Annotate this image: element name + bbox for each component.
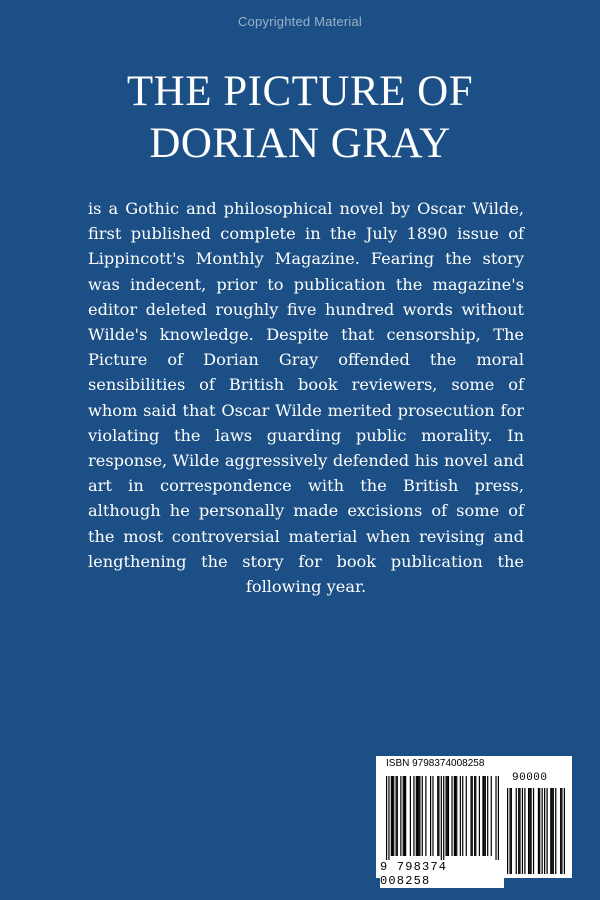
barcode-bar — [403, 776, 404, 856]
addon-bar — [533, 788, 534, 874]
barcode-bar — [438, 776, 439, 856]
addon-bar — [551, 788, 552, 874]
addon-bar — [560, 788, 561, 874]
addon-bar — [546, 788, 547, 874]
barcode-bar — [393, 776, 394, 856]
barcode-bar — [410, 776, 411, 856]
addon-bar — [519, 788, 520, 874]
barcode-bar — [396, 776, 397, 856]
barcode-bar — [466, 776, 467, 856]
barcode-bar — [422, 776, 423, 856]
barcode-bar — [445, 776, 446, 856]
barcode-bar — [416, 776, 417, 856]
addon-bar — [539, 788, 540, 874]
addon-bar — [561, 788, 562, 874]
addon-bar — [542, 788, 543, 874]
addon-bar — [553, 788, 554, 874]
addon-bar — [544, 788, 545, 874]
barcode-bar — [479, 776, 480, 856]
book-title — [60, 66, 540, 170]
ean13-bars — [386, 776, 499, 864]
addon-bar — [522, 788, 523, 874]
barcode-bar — [491, 776, 492, 856]
barcode-bar — [487, 776, 488, 856]
book-description: is a Gothic and philosophical novel by Oscar Wilde, first published complete in the July 1890 issue of Lippincott's Monthly Magazine. Fearing the story was indecent, prior to publication the magazine's editor deleted roughly five hundred words without Wilde's knowledge. Despite that censorship, The Picture of Dorian Gray offended the moral sensibilities of British book reviewers, some of whom said that Oscar Wilde merited prosecution for violating the laws guarding public morality. In response, Wilde aggressively defended his novel and art in correspondence with the British press, although he personally made excisions of some of the most controversial material when revising and lengthening the story for book publication the following year. — [88, 199, 524, 597]
barcode-bar — [413, 776, 414, 856]
barcode-bar — [495, 776, 496, 864]
barcode-bar — [437, 776, 438, 856]
isbn-barcode — [376, 756, 572, 888]
barcode-bar — [417, 776, 418, 856]
isbn-label: ISBN 9798374008258 — [386, 758, 485, 769]
barcode-bar — [498, 776, 499, 864]
addon-bar — [529, 788, 530, 874]
barcode-bar — [443, 776, 444, 864]
barcode-bar — [447, 776, 448, 856]
barcode-bar — [419, 776, 420, 856]
barcode-bar — [474, 776, 475, 856]
barcode-bar — [475, 776, 476, 856]
barcode-bar — [448, 776, 449, 856]
barcode-bar — [482, 776, 483, 856]
barcode-bar — [392, 776, 393, 856]
addon-bar — [564, 788, 565, 874]
addon-bars — [507, 788, 565, 874]
addon-bar — [518, 788, 519, 874]
addon-bar — [507, 788, 508, 874]
barcode-bar — [454, 776, 455, 856]
barcode-bar — [430, 776, 431, 856]
barcode-bar — [472, 776, 473, 856]
title-line-1: THE PICTURE OF — [126, 68, 474, 115]
barcode-bar — [386, 776, 387, 864]
barcode-bar — [462, 776, 463, 856]
barcode-bar — [418, 776, 419, 856]
barcode-bar — [400, 776, 401, 856]
barcode-bar — [455, 776, 456, 856]
barcode-bar — [456, 776, 457, 856]
addon-bar — [550, 788, 551, 874]
watermark: Copyrighted Material — [238, 14, 362, 29]
barcode-bar — [404, 776, 405, 856]
addon-bar — [555, 788, 556, 874]
barcode-bar — [451, 776, 452, 856]
addon-bar — [538, 788, 539, 874]
barcode-bar — [391, 776, 392, 856]
price-code: 90000 — [512, 772, 548, 784]
addon-bar — [511, 788, 512, 874]
barcode-bar — [388, 776, 389, 864]
addon-bar — [516, 788, 517, 874]
title-line-2: DORIAN GRAY — [149, 120, 451, 167]
addon-bar — [524, 788, 525, 874]
barcode-bar — [485, 776, 486, 856]
barcode-bar — [441, 776, 442, 864]
barcode-bar — [397, 776, 398, 856]
barcode-bar — [432, 776, 433, 856]
addon-bar — [509, 788, 510, 874]
barcode-bar — [405, 776, 406, 856]
addon-bar — [530, 788, 531, 874]
addon-bar — [528, 788, 529, 874]
barcode-bar — [425, 776, 426, 856]
barcode-bar — [460, 776, 461, 856]
barcode-bar — [470, 776, 471, 856]
isbn-digits: 9 798374 008258 — [380, 860, 504, 888]
barcode-bar — [484, 776, 485, 856]
